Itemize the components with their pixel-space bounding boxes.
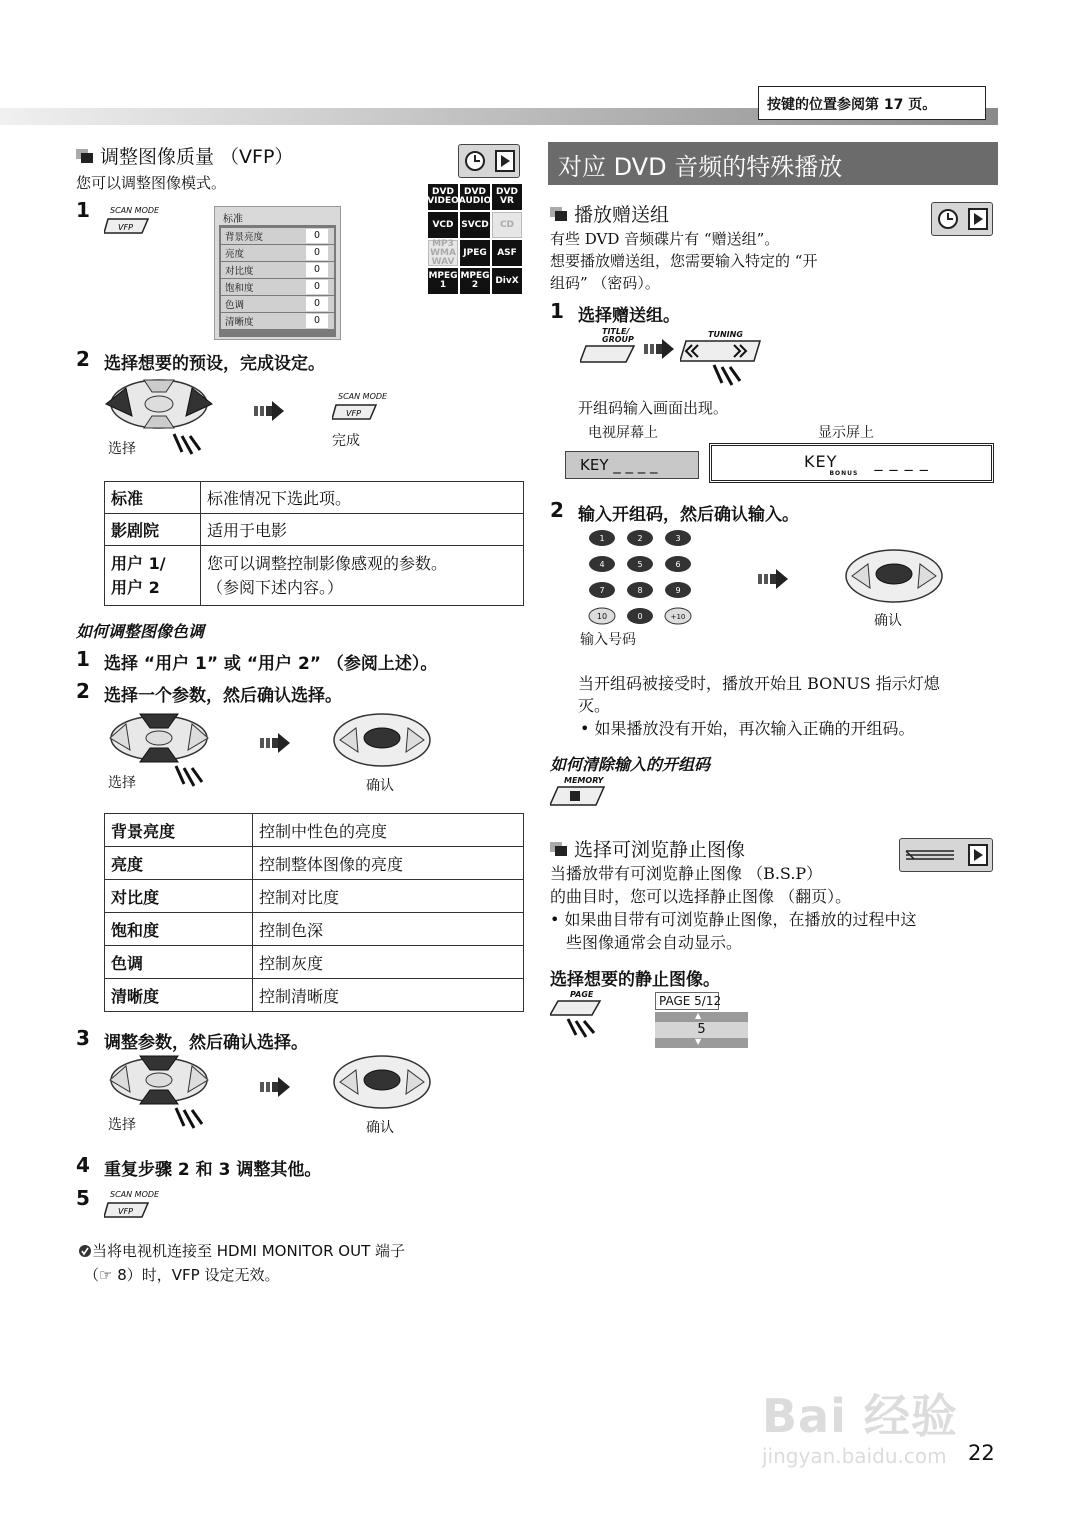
menu-row	[221, 228, 334, 244]
page-button[interactable]	[550, 990, 606, 1043]
hdmi-note	[78, 1240, 405, 1261]
section-title-bonus	[550, 200, 669, 227]
vfp-key-icon	[104, 1199, 154, 1221]
number-key[interactable]	[586, 528, 618, 548]
table-row	[105, 482, 524, 514]
format-badge: DVD VIDEO	[428, 184, 458, 210]
menu-row-label: 清晰度	[225, 317, 254, 328]
step-text: 选择赠送组。	[578, 306, 680, 326]
step-text: 调整参数，然后确认选择。	[104, 1033, 308, 1053]
input-caption: 输入号码	[580, 632, 636, 648]
section-title-text: 选择可浏览静止图像	[574, 839, 746, 861]
parameter-table	[104, 813, 524, 1012]
number-key-label: 5	[637, 560, 643, 569]
table-value: 控制对比度	[253, 880, 524, 913]
vfp-key-icon	[104, 215, 154, 237]
number-key[interactable]	[624, 554, 656, 574]
step-text: 重复步骤 2 和 3 调整其他。	[104, 1160, 322, 1180]
format-badge: MPEG 2	[460, 268, 490, 294]
scan-mode-label: SCAN MODE	[110, 1190, 160, 1199]
section-square-icon	[76, 149, 94, 163]
arrow-right-icon	[260, 732, 290, 754]
step-number: 2	[76, 347, 90, 371]
up-triangle-icon[interactable]: ▲	[695, 1011, 702, 1020]
bullet-text: 如果曲目带有可浏览静止图像，在播放的过程中这	[564, 910, 917, 929]
dvd-audio-title: 对应 DVD 音频的特殊播放	[548, 142, 998, 185]
section-title-bsp	[550, 835, 745, 862]
table-key: 色调	[105, 946, 253, 979]
table-key: 标准	[105, 482, 201, 514]
play-page-icon	[967, 207, 989, 231]
step-number: 1	[76, 647, 90, 671]
number-key-label: 3	[675, 534, 681, 543]
step-number: 2	[76, 679, 90, 703]
menu-row	[221, 262, 334, 278]
number-key[interactable]	[586, 554, 618, 574]
number-key-label: 6	[675, 560, 681, 569]
table-key: 饱和度	[105, 913, 253, 946]
title-group-key-icon	[580, 344, 636, 364]
play-page-icon	[494, 149, 516, 173]
memory-key-icon	[550, 785, 606, 807]
number-key-label: 7	[599, 586, 605, 595]
number-key-label: 4	[599, 560, 605, 569]
number-key[interactable]	[662, 528, 694, 548]
svg-text:VFP: VFP	[346, 409, 361, 418]
arrow-right-icon	[758, 568, 788, 590]
table-value: 标准情况下选此项。	[201, 482, 524, 514]
number-key[interactable]	[624, 580, 656, 600]
scan-mode-label: SCAN MODE	[110, 206, 160, 215]
format-badge: MP3 WMA WAV	[428, 240, 458, 266]
confirm-caption: 确认	[366, 1120, 394, 1136]
number-key-label: 2	[637, 534, 643, 543]
howto-title: 如何调整图像色调	[76, 622, 205, 641]
step-number: 1	[76, 198, 90, 222]
menu-row-value: 0	[306, 280, 328, 294]
table-row	[105, 514, 524, 546]
key-position-note: 按键的位置参阅第 17 页。	[758, 86, 986, 120]
enter-button-icon[interactable]	[842, 546, 948, 608]
table-key: 清晰度	[105, 979, 253, 1012]
down-triangle-icon[interactable]: ▼	[695, 1037, 702, 1046]
menu-row-label: 对比度	[225, 266, 254, 277]
page-value: 5	[655, 1022, 748, 1038]
tuning-buttons[interactable]	[680, 330, 764, 395]
format-badge: DivX	[492, 268, 522, 294]
menu-row-value: 0	[306, 229, 328, 243]
preset-table	[104, 481, 524, 606]
page-label: PAGE	[570, 990, 594, 999]
tv-screen-label: 电视屏幕上	[588, 425, 658, 441]
arrow-right-icon	[254, 400, 284, 422]
select-caption: 选择	[108, 1117, 136, 1133]
number-key[interactable]	[662, 554, 694, 574]
table-row	[105, 946, 524, 979]
page-count: PAGE 5/12	[655, 992, 719, 1010]
watermark-url: jingyan.baidu.com	[762, 1444, 947, 1468]
display-key-box	[709, 443, 994, 483]
table-key: 亮度	[105, 847, 253, 880]
bonus-intro: 组码” （密码）。	[550, 274, 660, 292]
section-title-text: 调整图像质量 （VFP）	[100, 146, 294, 168]
format-badge: VCD	[428, 212, 458, 238]
step-number: 2	[550, 498, 564, 522]
menu-row	[221, 313, 334, 329]
scan-mode-label: SCAN MODE	[338, 392, 388, 401]
format-badge: JPEG	[460, 240, 490, 266]
format-badge: DVD AUDIO	[460, 184, 490, 210]
svg-text:VFP: VFP	[118, 223, 133, 232]
enter-button-icon[interactable]	[330, 708, 436, 776]
bonus-intro: 想要播放赠送组，您需要输入特定的 “开	[550, 252, 818, 270]
playback-mode-icon	[931, 202, 993, 236]
memory-label: MEMORY	[564, 776, 604, 785]
bonus-intro: 有些 DVD 音频碟片有 “赠送组”。	[550, 230, 780, 248]
step-number: 4	[76, 1153, 90, 1177]
format-badge: SVCD	[460, 212, 490, 238]
step-text: 选择想要的静止图像。	[550, 970, 720, 990]
arrow-right-icon	[260, 1076, 290, 1098]
table-value: 控制整体图像的亮度	[253, 847, 524, 880]
clock-icon	[463, 149, 487, 173]
clock-icon	[936, 207, 960, 231]
play-page-icon	[967, 843, 989, 867]
menu-row-label: 色调	[225, 300, 245, 311]
watermark-logo: Bai 经验	[762, 1389, 958, 1443]
menu-row-value: 0	[306, 314, 328, 328]
numeric-keypad[interactable]	[586, 528, 694, 626]
menu-row	[221, 245, 334, 261]
scan-mode-button[interactable]	[104, 1190, 159, 1225]
title-group-label: TITLE/ GROUP	[602, 327, 634, 344]
number-key-label: 0	[637, 612, 643, 621]
table-value: 控制色深	[253, 913, 524, 946]
tuning-label: TUNING	[708, 330, 743, 339]
menu-row-label: 亮度	[225, 249, 245, 260]
note-line: （☞ 8）时，VFP 设定无效。	[84, 1266, 280, 1284]
table-row	[105, 913, 524, 946]
number-key-label: +10	[670, 613, 686, 621]
number-key[interactable]	[662, 580, 694, 600]
number-key[interactable]	[624, 528, 656, 548]
table-value: 控制清晰度	[253, 979, 524, 1012]
page-indicator	[655, 992, 748, 1048]
select-caption: 选择	[108, 441, 136, 457]
accepted-text: 当开组码被接受时，播放开始且 BONUS 指示灯熄	[578, 674, 940, 693]
section-square-icon	[550, 207, 568, 221]
table-value: 适用于电影	[201, 514, 524, 546]
format-badge: ASF	[492, 240, 522, 266]
scan-mode-button[interactable]	[104, 206, 159, 241]
note-line: 当将电视机连接至 HDMI MONITOR OUT 端子	[92, 1242, 406, 1260]
playback-mode-icon	[458, 144, 520, 178]
number-key-label: 1	[599, 534, 605, 543]
still-image-mode-icon	[899, 838, 993, 872]
select-caption: 选择	[108, 775, 136, 791]
number-key-label: 8	[637, 586, 643, 595]
menu-row-value: 0	[306, 246, 328, 260]
arrow-right-icon	[644, 338, 674, 360]
step-text: 输入开组码，然后确认输入。	[578, 505, 799, 525]
number-key[interactable]	[624, 606, 656, 626]
step-number: 3	[76, 1026, 90, 1050]
display-label: 显示屏上	[818, 425, 874, 441]
clear-title: 如何清除输入的开组码	[550, 755, 711, 774]
appear-text: 开组码输入画面出现。	[578, 399, 729, 417]
menu-row-label: 饱和度	[225, 283, 254, 294]
table-row	[105, 880, 524, 913]
bullet-text: 如果播放没有开始，再次输入正确的开组码。	[594, 719, 915, 738]
step-text: 选择 “用户 1” 或 “用户 2” （参阅上述）。	[104, 654, 438, 674]
bullet-item: • 如果播放没有开始，再次输入正确的开组码。	[580, 719, 915, 738]
number-key[interactable]	[586, 606, 618, 626]
picture-menu-screen	[214, 206, 341, 340]
menu-row	[221, 279, 334, 295]
memory-button[interactable]	[550, 776, 606, 811]
table-key: 对比度	[105, 880, 253, 913]
svg-text:VFP: VFP	[118, 1207, 133, 1216]
number-key-label: 10	[596, 612, 608, 621]
format-badge: DVD VR	[492, 184, 522, 210]
table-key: 背景亮度	[105, 814, 253, 847]
section-title-vfp	[76, 142, 293, 169]
menu-row-label: 背景亮度	[225, 232, 264, 243]
bullet-text: 些图像通常会自动显示。	[566, 933, 743, 952]
confirm-caption: 确认	[874, 613, 902, 629]
menu-row	[221, 296, 334, 312]
bsp-text: 当播放带有可浏览静止图像 （B.S.P）	[550, 864, 823, 883]
title-group-button[interactable]	[580, 328, 642, 368]
done-caption: 完成	[332, 433, 360, 449]
menu-row-value: 0	[306, 263, 328, 277]
vfp-key-icon	[332, 401, 382, 423]
menu-title: 标准	[223, 214, 243, 225]
bonus-indicator: BONUS	[829, 470, 859, 477]
number-key[interactable]	[586, 580, 618, 600]
page-key-icon	[550, 999, 606, 1039]
section-title-text: 播放赠送组	[574, 204, 670, 226]
table-value: 控制中性色的亮度	[253, 814, 524, 847]
bsp-text: 的曲目时，您可以选择静止图像 （翻页）。	[550, 887, 852, 906]
table-value: 控制灰度	[253, 946, 524, 979]
skip-keys-icon	[680, 339, 764, 391]
page-turn-icon	[904, 845, 960, 865]
bullet-item: • 如果曲目带有可浏览静止图像，在播放的过程中这	[550, 910, 917, 929]
disc-format-badges	[428, 184, 522, 294]
page-selector[interactable]	[655, 1012, 748, 1048]
step-number: 1	[550, 299, 564, 323]
section-square-icon	[550, 842, 568, 856]
enter-button-icon[interactable]	[330, 1050, 436, 1118]
menu-row-value: 0	[306, 297, 328, 311]
check-note-icon	[78, 1244, 92, 1258]
table-key: 用户 1/ 用户 2	[105, 546, 201, 606]
vfp-intro: 您可以调整图像模式。	[76, 174, 227, 192]
table-row	[105, 847, 524, 880]
table-key: 影剧院	[105, 514, 201, 546]
step-text: 选择一个参数，然后确认选择。	[104, 686, 342, 706]
format-badge: MPEG 1	[428, 268, 458, 294]
step-text: 选择想要的预设，完成设定。	[104, 354, 325, 374]
table-value: 您可以调整控制影像感观的参数。 （参阅下述内容。）	[201, 546, 524, 606]
format-badge: CD	[492, 212, 522, 238]
tv-key-box: KEY _ _ _ _	[565, 451, 699, 479]
page-number: 22	[968, 1441, 995, 1465]
table-row	[105, 979, 524, 1012]
table-row	[105, 814, 524, 847]
accepted-text: 灭。	[578, 696, 611, 715]
table-row	[105, 546, 524, 606]
step-number: 5	[76, 1186, 90, 1210]
scan-mode-button[interactable]	[332, 392, 387, 427]
number-key-label: 9	[675, 586, 681, 595]
display-dashes: _ _ _ _	[874, 452, 929, 471]
number-key[interactable]	[662, 606, 694, 626]
display-key-text: KEY	[804, 452, 838, 471]
confirm-caption: 确认	[366, 778, 394, 794]
